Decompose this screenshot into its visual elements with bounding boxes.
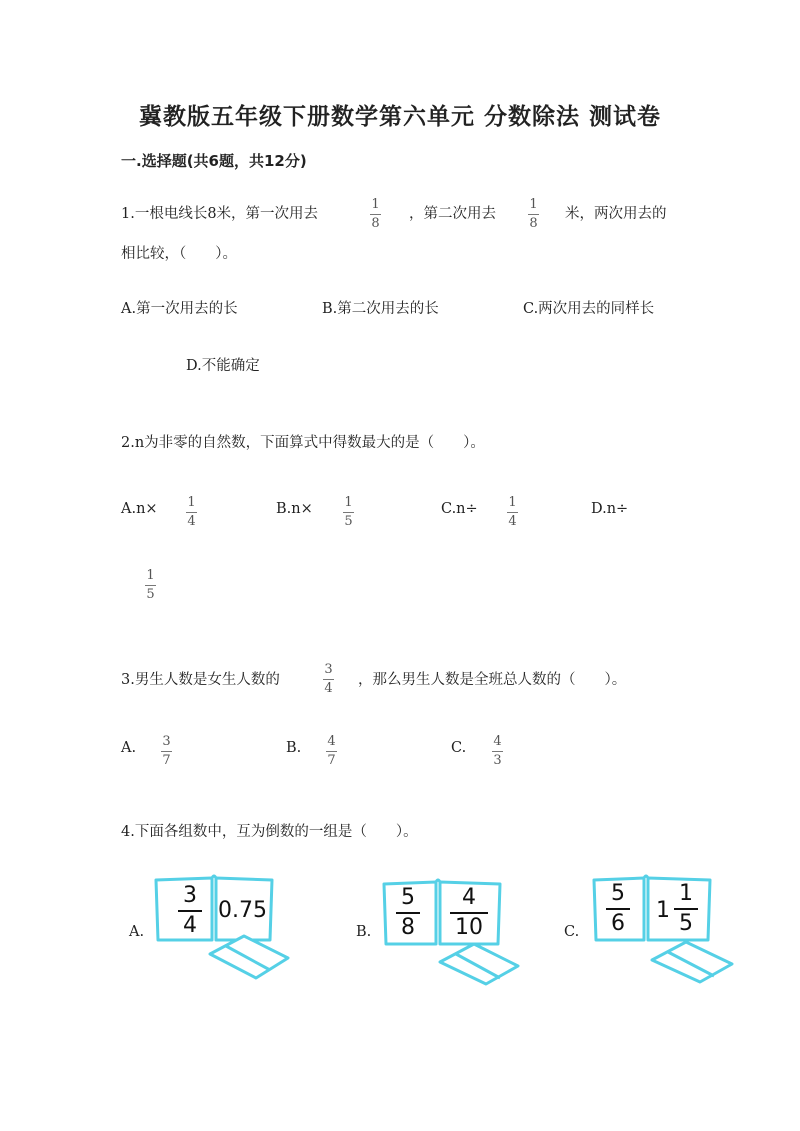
q4-option-c-book [590, 874, 740, 984]
q1-fraction-2 [528, 197, 539, 231]
q1-option-d[interactable]: D.不能确定 [186, 358, 260, 374]
fraction-bar [507, 512, 518, 513]
q4-c-left-fraction [606, 882, 630, 936]
q1-frac2-numerator: 1 [529, 197, 538, 212]
numerator: 1 [508, 495, 517, 510]
denominator: 5 [679, 911, 693, 936]
q4-option-c[interactable]: C. [564, 924, 580, 940]
q1-frac1-numerator: 1 [371, 197, 380, 212]
fraction-bar [178, 910, 202, 912]
q4-a-right-value: 0.75 [218, 898, 267, 923]
fraction-bar [145, 585, 156, 586]
numerator: 4 [462, 885, 476, 910]
q2-option-b-fraction [343, 495, 354, 529]
q3-option-c-fraction [492, 734, 503, 768]
q1-option-b[interactable]: B.第二次用去的长 [322, 301, 439, 317]
denominator: 4 [324, 681, 333, 696]
q1-stem-part1: 1.一根电线长8米，第一次用去 [121, 206, 319, 222]
fraction-bar [674, 908, 698, 910]
denominator: 6 [611, 911, 625, 936]
q2-option-c[interactable]: C.n÷ [441, 501, 478, 517]
q4-option-b[interactable]: B. [356, 924, 372, 940]
fraction-bar [396, 912, 420, 914]
denominator: 7 [327, 753, 336, 768]
fraction-bar [326, 751, 337, 752]
q2-option-d[interactable]: D.n÷ [591, 501, 629, 517]
q1-stem-line2: 相比较，（ ）。 [121, 246, 237, 262]
numerator: 1 [146, 568, 155, 583]
numerator: 3 [324, 662, 333, 677]
q1-fraction-1 [370, 197, 381, 231]
fraction-bar [323, 679, 334, 680]
numerator: 3 [183, 883, 197, 908]
q4-stem: 4.下面各组数中，互为倒数的一组是（ ）。 [121, 824, 418, 840]
q1-stem-part2: ，第二次用去 [409, 206, 496, 222]
denominator: 4 [187, 514, 196, 529]
q2-option-a[interactable]: A.n× [121, 501, 158, 517]
q4-c-right-fraction [674, 882, 698, 936]
denominator: 7 [162, 753, 171, 768]
q2-option-c-fraction [507, 495, 518, 529]
numerator: 4 [493, 734, 502, 749]
q3-stem-part2: ，那么男生人数是全班总人数的（ ）。 [358, 672, 627, 688]
numerator: 4 [327, 734, 336, 749]
q1-stem-part3: 米，两次用去的 [565, 206, 667, 222]
fraction-bar [528, 214, 539, 215]
denominator: 4 [183, 913, 197, 938]
section-heading: 一.选择题(共6题，共12分) [121, 152, 307, 170]
q3-option-a-fraction [161, 734, 172, 768]
q3-fraction [323, 662, 334, 696]
numerator: 3 [162, 734, 171, 749]
fraction-bar [370, 214, 381, 215]
q3-option-c[interactable]: C. [451, 740, 467, 756]
fraction-bar [492, 751, 503, 752]
q1-frac2-denominator: 8 [529, 216, 538, 231]
q4-b-left-fraction [396, 886, 420, 940]
q3-option-b-fraction [326, 734, 337, 768]
denominator: 8 [401, 915, 415, 940]
fraction-bar [186, 512, 197, 513]
page-title: 冀教版五年级下册数学第六单元 分数除法 测试卷 [138, 104, 661, 130]
q3-option-b[interactable]: B. [286, 740, 302, 756]
q3-stem-part1: 3.男生人数是女生人数的 [121, 672, 280, 688]
q4-option-a[interactable]: A. [129, 924, 145, 940]
q2-option-b[interactable]: B.n× [276, 501, 313, 517]
q3-option-a[interactable]: A. [121, 740, 137, 756]
q1-frac1-denominator: 8 [371, 216, 380, 231]
q4-c-right-whole: 1 [656, 898, 670, 923]
q1-option-c[interactable]: C.两次用去的同样长 [523, 301, 655, 317]
denominator: 5 [146, 587, 155, 602]
q2-option-d-fraction [145, 568, 156, 602]
q4-option-b-book [380, 878, 530, 988]
denominator: 4 [508, 514, 517, 529]
fraction-bar [343, 512, 354, 513]
q4-a-left-fraction [178, 884, 202, 938]
q1-option-a[interactable]: A.第一次用去的长 [121, 301, 238, 317]
denominator: 3 [493, 753, 502, 768]
q2-stem: 2.n为非零的自然数，下面算式中得数最大的是（ ）。 [121, 435, 485, 451]
fraction-bar [161, 751, 172, 752]
q2-option-a-fraction [186, 495, 197, 529]
denominator: 10 [455, 915, 483, 940]
numerator: 1 [187, 495, 196, 510]
q4-option-a-book [152, 874, 302, 984]
numerator: 1 [679, 881, 693, 906]
q4-b-right-fraction [450, 886, 488, 940]
open-book-icon [152, 874, 302, 984]
fraction-bar [450, 912, 488, 914]
fraction-bar [606, 908, 630, 910]
numerator: 5 [611, 881, 625, 906]
denominator: 5 [344, 514, 353, 529]
numerator: 1 [344, 495, 353, 510]
numerator: 5 [401, 885, 415, 910]
